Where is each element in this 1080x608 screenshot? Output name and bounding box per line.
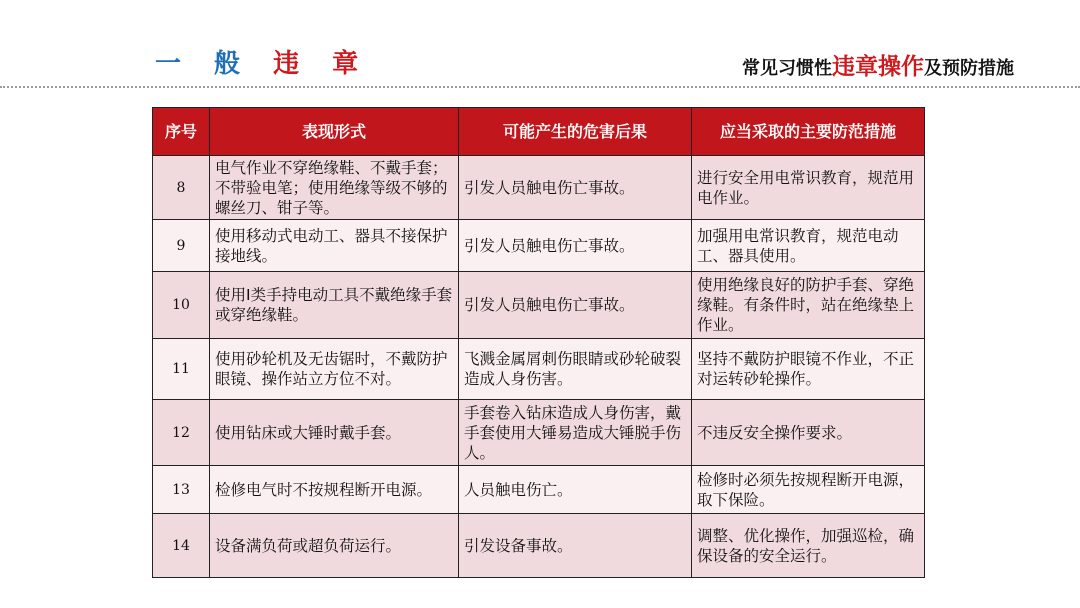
page-title-part2: 违 章: [273, 49, 371, 79]
consequence-cell: 引发人员触电伤亡事故。: [459, 272, 692, 339]
page-title: [155, 46, 370, 82]
measure-cell: 检修时必须先按规程断开电源，取下保险。: [692, 466, 925, 514]
row-number: 8: [153, 156, 210, 220]
table-row: [153, 514, 925, 578]
subtitle-highlight: 违章操作: [832, 54, 924, 80]
table-row: [153, 156, 925, 220]
measure-cell: 调整、优化操作，加强巡检，确保设备的安全运行。: [692, 514, 925, 578]
column-header-measure: 应当采取的主要防范措施: [692, 108, 925, 156]
measure-cell: 加强用电常识教育，规范电动工、器具使用。: [692, 220, 925, 272]
table-row: [153, 466, 925, 514]
row-number: 10: [153, 272, 210, 339]
column-header-behavior: 表现形式: [210, 108, 459, 156]
header-divider: [0, 86, 1080, 88]
consequence-cell: 飞溅金属屑刺伤眼睛或砂轮破裂造成人身伤害。: [459, 339, 692, 400]
table-row: [153, 400, 925, 466]
measure-cell: 不违反安全操作要求。: [692, 400, 925, 466]
behavior-cell: 使用移动式电动工、器具不接保护接地线。: [210, 220, 459, 272]
row-number: 13: [153, 466, 210, 514]
row-number: 12: [153, 400, 210, 466]
table-row: [153, 339, 925, 400]
consequence-cell: 引发人员触电伤亡事故。: [459, 156, 692, 220]
behavior-cell: 电气作业不穿绝缘鞋、不戴手套；不带验电笔；使用绝缘等级不够的螺丝刀、钳子等。: [210, 156, 459, 220]
behavior-cell: 使用钻床或大锤时戴手套。: [210, 400, 459, 466]
consequence-cell: 手套卷入钻床造成人身伤害，戴手套使用大锤易造成大锤脱手伤人。: [459, 400, 692, 466]
table-header-row: [153, 108, 925, 156]
behavior-cell: 设备满负荷或超负荷运行。: [210, 514, 459, 578]
behavior-cell: 使用砂轮机及无齿锯时，不戴防护眼镜、操作站立方位不对。: [210, 339, 459, 400]
consequence-cell: 引发设备事故。: [459, 514, 692, 578]
table-row: [153, 272, 925, 339]
column-header-num: 序号: [153, 108, 210, 156]
page-title-part1: 一 般: [155, 49, 253, 79]
subtitle-suffix: 及预防措施: [924, 58, 1014, 79]
consequence-cell: 引发人员触电伤亡事故。: [459, 220, 692, 272]
table-row: [153, 220, 925, 272]
consequence-cell: 人员触电伤亡。: [459, 466, 692, 514]
row-number: 14: [153, 514, 210, 578]
column-header-consequence: 可能产生的危害后果: [459, 108, 692, 156]
measure-cell: 坚持不戴防护眼镜不作业，不正对运转砂轮操作。: [692, 339, 925, 400]
behavior-cell: 使用I类手持电动工具不戴绝缘手套或穿绝缘鞋。: [210, 272, 459, 339]
measure-cell: 使用绝缘良好的防护手套、穿绝缘鞋。有条件时，站在绝缘垫上作业。: [692, 272, 925, 339]
row-number: 11: [153, 339, 210, 400]
subtitle-prefix: 常见习惯性: [742, 58, 832, 79]
behavior-cell: 检修电气时不按规程断开电源。: [210, 466, 459, 514]
violations-table: [152, 107, 925, 578]
row-number: 9: [153, 220, 210, 272]
measure-cell: 进行安全用电常识教育，规范用电作业。: [692, 156, 925, 220]
page-subtitle: [742, 52, 1014, 84]
